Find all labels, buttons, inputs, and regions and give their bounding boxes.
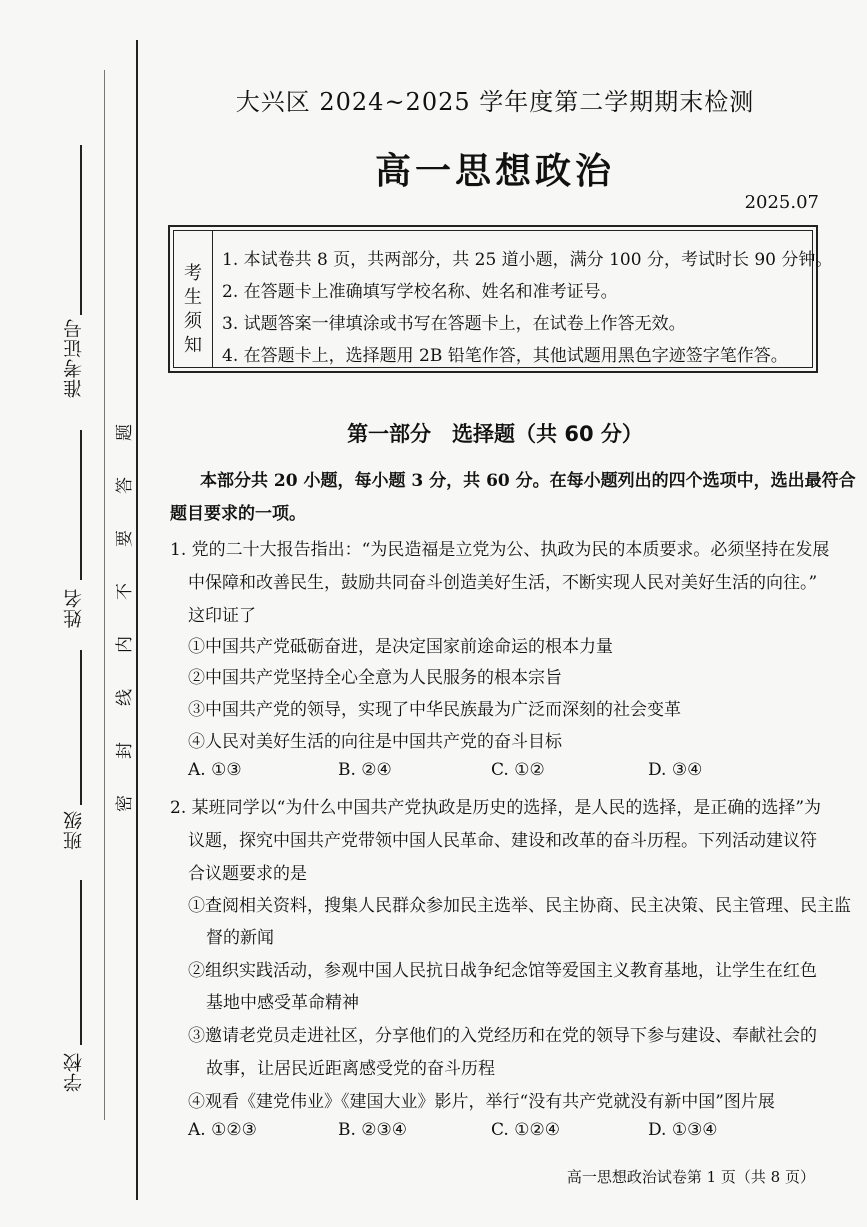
- notice-heading-char: 知: [184, 335, 202, 356]
- seal-char: 题: [115, 424, 135, 441]
- question-1-stem: 这印证了: [188, 606, 256, 626]
- notice-heading: [174, 231, 213, 367]
- seal-char: 内: [115, 636, 135, 653]
- seal-char: 要: [115, 530, 135, 547]
- seal-char: 不: [115, 583, 135, 600]
- seal-char: 密: [115, 795, 135, 812]
- notice-item: 1. 本试卷共 8 页，共两部分，共 25 道小题，满分 100 分，考试时长 90 分钟。: [222, 250, 833, 270]
- seal-char: 封: [115, 742, 135, 759]
- exam-title: 大兴区 2024~2025 学年度第二学期期末检测: [235, 88, 755, 116]
- school-label: 学校: [63, 1052, 85, 1092]
- question-1-statement: ③中国共产党的领导，实现了中华民族最为广泛而深刻的社会变革: [188, 700, 681, 720]
- subject-title: 高一思想政治: [374, 151, 615, 192]
- question-2-stem: 合议题要求的是: [188, 864, 307, 884]
- section-intro: 题目要求的一项。: [170, 504, 306, 524]
- question-2-statement: 故事，让居民近距离感受党的奋斗历程: [206, 1059, 495, 1079]
- name-field: [80, 430, 82, 580]
- notice-box: [168, 225, 833, 373]
- question-2-statement: 督的新闻: [206, 928, 274, 948]
- question-2-statement: ②组织实践活动，参观中国人民抗日战争纪念馆等爱国主义教育基地，让学生在红色: [188, 961, 817, 981]
- school-field: [80, 880, 82, 1045]
- question-2-statement: ①查阅相关资料，搜集人民群众参加民主选举、民主协商、民主决策、民主管理、民主监: [188, 896, 851, 916]
- question-2-statement: 基地中感受革命精神: [206, 993, 359, 1013]
- question-2-option-d: D. ①③④: [648, 1120, 718, 1140]
- question-1-statement: ①中国共产党砥砺奋进，是决定国家前途命运的根本力量: [188, 637, 613, 657]
- notice-item: 2. 在答题卡上准确填写学校名称、姓名和准考证号。: [222, 282, 618, 302]
- question-1-option-a: A. ①③: [188, 760, 242, 780]
- notice-heading-char: 须: [184, 311, 202, 332]
- seal-char: 答: [115, 477, 135, 494]
- question-2-statement: ③邀请老党员走进社区，分享他们的入党经历和在党的领导下参与建设、奉献社会的: [188, 1026, 817, 1046]
- cut-line: [104, 70, 105, 1120]
- question-2-stem: 2. 某班同学以“为什么中国共产党执政是历史的选择，是人民的选择，是正确的选择”为: [170, 798, 822, 818]
- notice-heading-char: 生: [184, 287, 202, 308]
- name-label: 姓名: [63, 588, 85, 628]
- margin-line: [136, 40, 138, 1200]
- exam-number-label: 准考证号: [63, 318, 85, 398]
- section-title: 第一部分 选择题（共 60 分）: [347, 422, 643, 446]
- question-1-stem: 1. 党的二十大报告指出：“为民造福是立党为公、执政为民的本质要求。必须坚持在发展: [170, 540, 830, 560]
- question-2-option-b: B. ②③④: [338, 1120, 408, 1140]
- notice-item: 4. 在答题卡上，选择题用 2B 铅笔作答，其他试题用黑色字迹签字笔作答。: [222, 346, 788, 366]
- question-2-statement: ④观看《建党伟业》《建国大业》影片，举行“没有共产党就没有新中国”图片展: [188, 1092, 775, 1112]
- question-1-stem: 中保障和改善民生，鼓励共同奋斗创造美好生活，不断实现人民对美好生活的向往。”: [188, 573, 818, 593]
- section-intro: 本部分共 20 小题，每小题 3 分，共 60 分。在每小题列出的四个选项中，选出最符合: [200, 471, 856, 491]
- question-1-option-c: C. ①②: [491, 760, 545, 780]
- question-1-statement: ④人民对美好生活的向往是中国共产党的奋斗目标: [188, 732, 562, 752]
- question-1-option-b: B. ②④: [338, 760, 392, 780]
- exam-date: 2025.07: [744, 192, 819, 213]
- question-2-option-a: A. ①②③: [188, 1120, 257, 1140]
- class-field: [80, 650, 82, 805]
- question-1-statement: ②中国共产党坚持全心全意为人民服务的根本宗旨: [188, 668, 562, 688]
- page-footer: 高一思想政治试卷第 1 页（共 8 页）: [566, 1168, 815, 1186]
- class-label: 班级: [63, 810, 85, 850]
- question-2-option-c: C. ①②④: [491, 1120, 560, 1140]
- question-2-stem: 议题，探究中国共产党带领中国人民革命、建设和改革的奋斗历程。下列活动建议符: [188, 831, 817, 851]
- notice-item: 3. 试题答案一律填涂或书写在答题卡上，在试卷上作答无效。: [222, 314, 686, 334]
- notice-heading-char: 考: [184, 263, 202, 284]
- seal-char: 线: [115, 689, 135, 706]
- exam-number-field: [80, 145, 82, 315]
- question-1-option-d: D. ③④: [648, 760, 703, 780]
